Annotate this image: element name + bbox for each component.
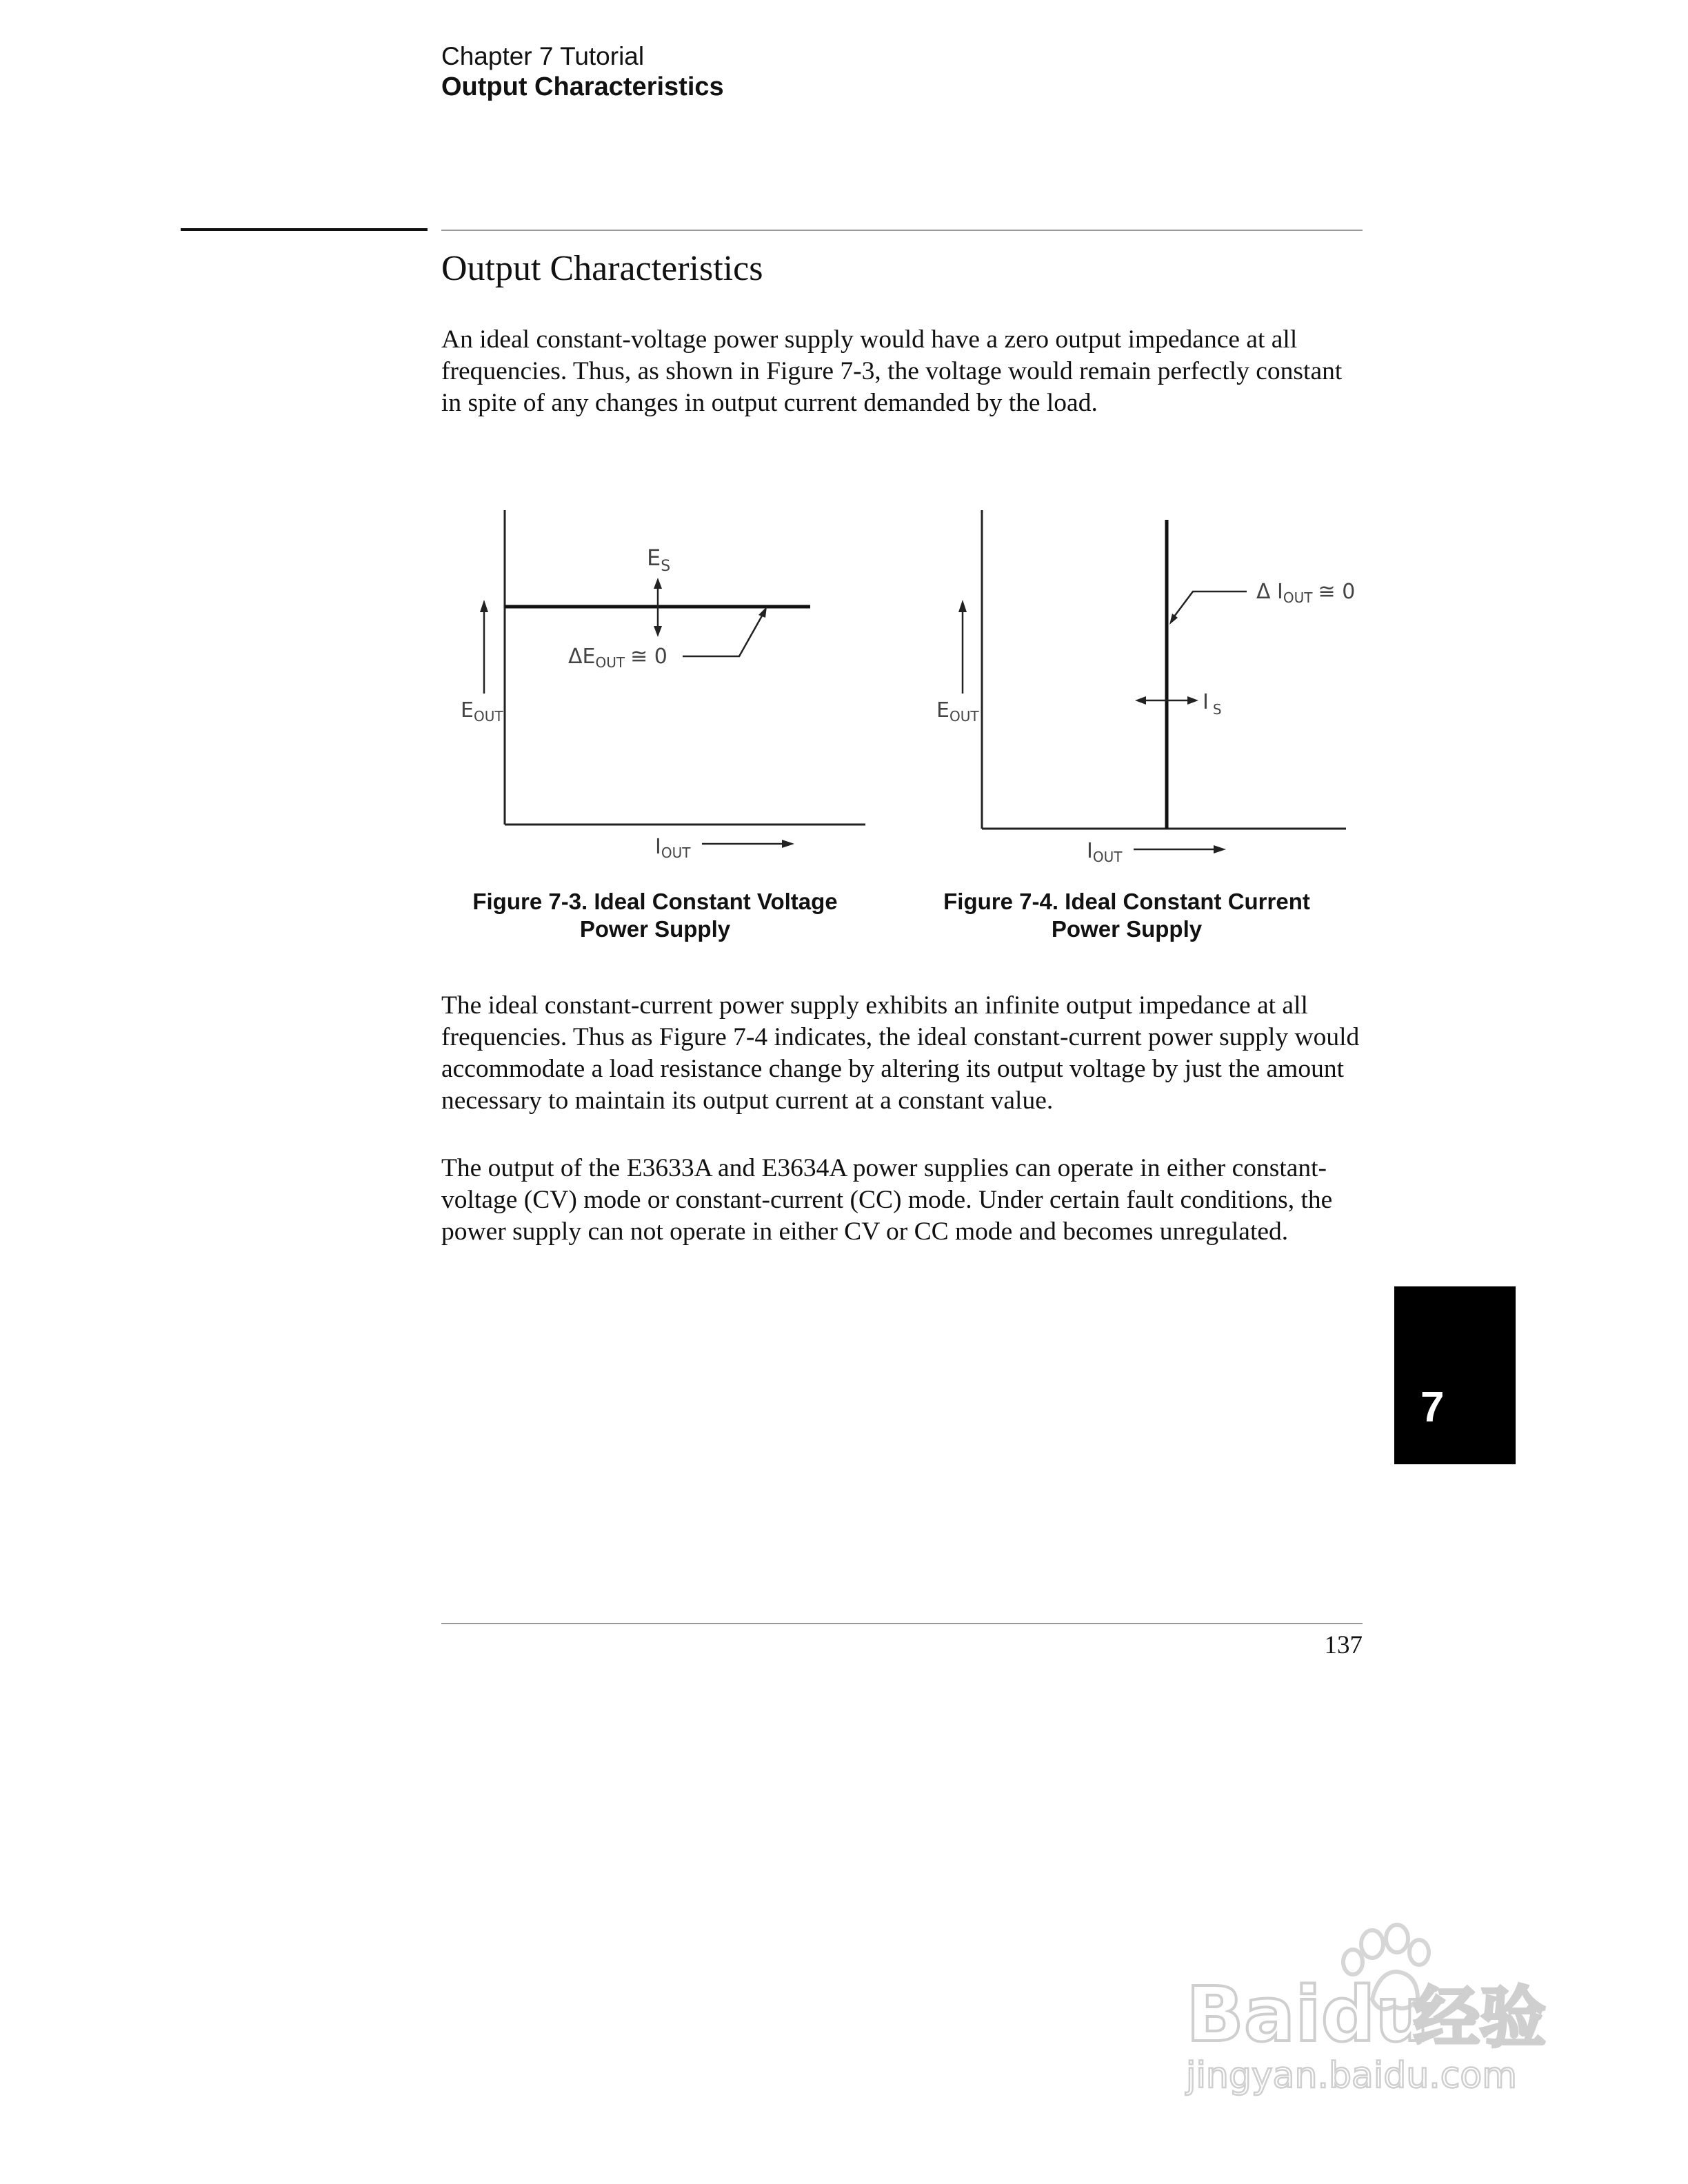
fig2-label-delta: Δ $I_{OUT}$ ≅ 0 <box>1256 580 1356 606</box>
section-rule-thick <box>181 228 428 231</box>
fig2-label-is: I $_S$ <box>1203 690 1222 718</box>
chapter-tab <box>1394 1286 1516 1464</box>
figure-7-3-caption-line2: Power Supply <box>579 916 731 942</box>
fig2-leader-arrowhead <box>1169 614 1178 625</box>
fig1-es-arrow-down <box>654 626 662 637</box>
page-number: 137 <box>1324 1631 1363 1659</box>
footer-rule <box>441 1623 1363 1624</box>
fig1-es-arrow-up <box>654 578 662 589</box>
fig2-label-x: $I_{OUT}$ <box>1087 839 1123 865</box>
fig2-label-y: $E_{OUT}$ <box>936 698 979 725</box>
header-chapter: Chapter 7 Tutorial <box>441 42 645 70</box>
fig2-x-indicator-head <box>1214 845 1226 853</box>
fig1-label-es: $E_S$ <box>647 545 671 575</box>
paragraph-constant-current: The ideal constant-current power supply exhibits an infinite output impedance at all frequencies. Thus as Figure 7-4 indicates, the ideal constant-current power supply would accommodate a load resistance change by altering its output voltage by just the amount necessary to maintain its output current at a constant value. <box>441 991 1360 1115</box>
fig1-leader-line <box>683 612 764 656</box>
watermark-brand: Baidu <box>1186 1970 1429 2059</box>
figure-7-4-caption <box>899 888 1354 943</box>
figure-7-3 <box>428 503 883 876</box>
watermark-brand-cn: 经验 <box>1414 1979 1546 2056</box>
fig1-label-delta: $\Delta E_{OUT}$ ≅ 0 <box>568 645 667 671</box>
fig2-leader-line <box>1172 592 1247 619</box>
baidu-watermark <box>1172 1903 1586 2110</box>
fig2-is-arrow-right <box>1187 696 1198 705</box>
fig1-label-y: $E_{OUT}$ <box>461 698 503 725</box>
paragraph-intro: An ideal constant-voltage power supply would have a zero output impedance at all frequencies. Thus, as shown in Figure 7-3, the voltage would remain perfectly constant in spite of any changes in output current demanded by the load. <box>441 325 1343 417</box>
section-rule-thin <box>441 230 1363 231</box>
watermark-url: jingyan.baidu.com <box>1186 2055 1517 2096</box>
fig2-y-indicator-head <box>958 600 967 612</box>
fig2-is-arrow-left <box>1135 696 1146 705</box>
header-section: Output Characteristics <box>441 72 724 101</box>
figure-7-4-caption-line1: Figure 7-4. Ideal Constant Current <box>943 889 1310 914</box>
fig1-y-indicator-head <box>480 600 488 612</box>
figure-7-4-caption-line2: Power Supply <box>1051 916 1203 942</box>
paragraph-modes: The output of the E3633A and E3634A power supplies can operate in either constant-voltage (CV) mode or constant-current (CC) mode. Under certain fault conditions, the power supply can not operate in either CV or CC mode and becomes unregulated. <box>441 1154 1333 1246</box>
fig1-x-indicator-head <box>782 840 794 848</box>
figure-7-3-caption <box>428 888 883 943</box>
figure-7-4 <box>903 503 1358 876</box>
figure-7-3-caption-line1: Figure 7-3. Ideal Constant Voltage <box>472 889 838 914</box>
chapter-tab-number: 7 <box>1420 1384 1445 1431</box>
section-title: Output Characteristics <box>441 249 763 288</box>
fig1-label-x: $I_{OUT}$ <box>655 835 691 861</box>
